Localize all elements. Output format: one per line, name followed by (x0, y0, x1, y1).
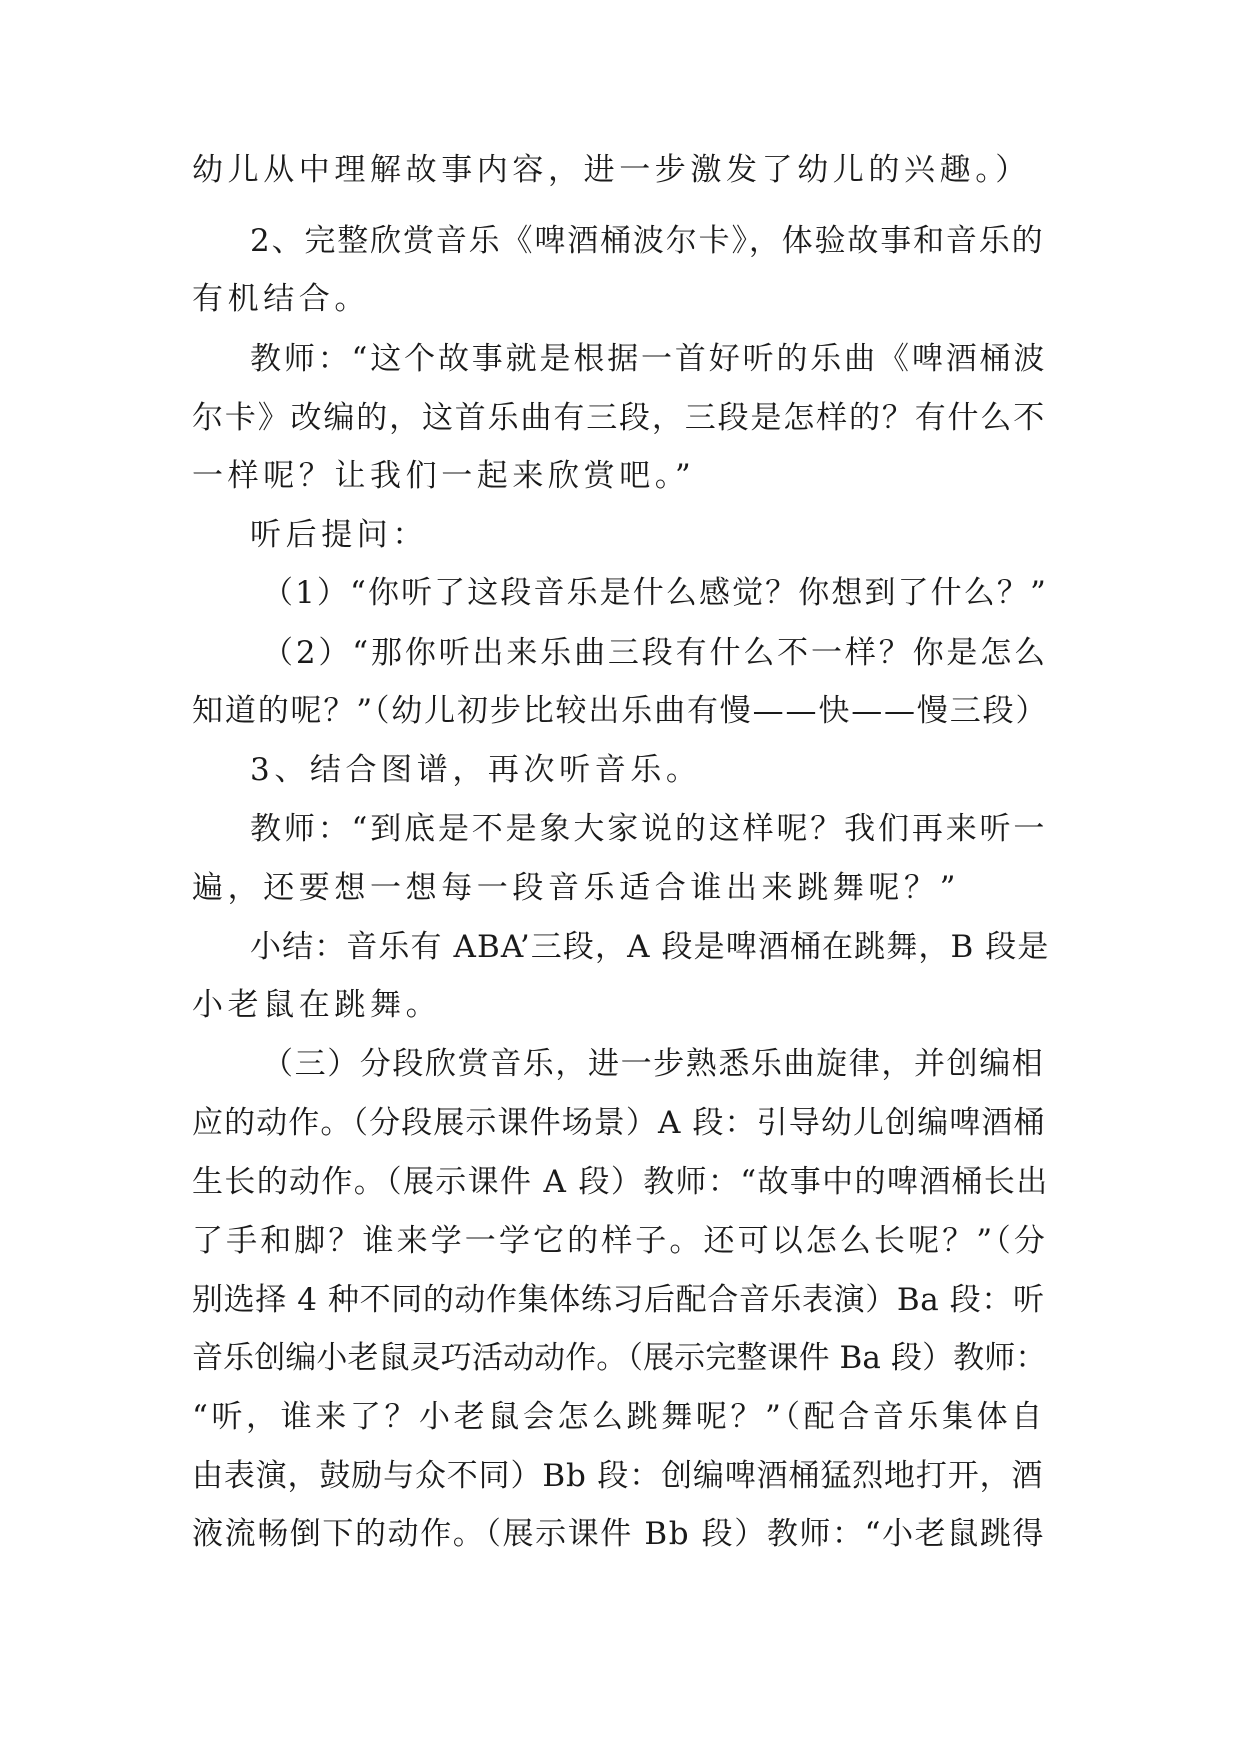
text-line: （三）分段欣赏音乐，进一步熟悉乐曲旋律，并创编相 (262, 1046, 1045, 1082)
text-line: 应的动作。（分段展示课件场景）A 段：引导幼儿创编啤酒桶 (192, 1105, 1046, 1141)
text-line: 幼儿从中理解故事内容，进一步激发了幼儿的兴趣。） (192, 152, 1031, 188)
text-line: 小老鼠在跳舞。 (192, 987, 442, 1023)
text-line: 教师：“到底是不是象大家说的这样呢？我们再来听一 (250, 811, 1048, 847)
text-line: 一样呢？让我们一起来欣赏吧。” (192, 458, 696, 494)
text-line: 有机结合。 (192, 281, 370, 317)
text-line: 尔卡》改编的，这首乐曲有三段，三段是怎样的？有什么不 (192, 400, 1047, 436)
text-line: 液流畅倒下的动作。（展示课件 Bb 段）教师：“小老鼠跳得 (192, 1516, 1046, 1552)
text-line: 别选择 4 种不同的动作集体练习后配合音乐表演）Ba 段：听 (192, 1282, 1045, 1318)
text-line: 由表演，鼓励与众不同）Bb 段：创编啤酒桶猛烈地打开，酒 (192, 1458, 1044, 1494)
text-line: 听后提问： (250, 517, 428, 553)
text-line: 生长的动作。（展示课件 A 段）教师：“故事中的啤酒桶长出 (192, 1164, 1049, 1200)
text-line: （1）“你听了这段音乐是什么感觉？你想到了什么？” (262, 575, 1048, 611)
text-line: 音乐创编小老鼠灵巧活动动作。（展示完整课件 Ba 段）教师： (192, 1340, 1047, 1376)
text-line: 遍，还要想一想每一段音乐适合谁出来跳舞呢？” (192, 870, 961, 906)
text-line: 教师：“这个故事就是根据一首好听的乐曲《啤酒桶波 (250, 341, 1048, 377)
text-line: 小结：音乐有 ABA’三段，A 段是啤酒桶在跳舞，B 段是 (250, 929, 1050, 965)
text-line: 3、结合图谱，再次听音乐。 (250, 752, 702, 788)
text-line: “听，谁来了？小老鼠会怎么跳舞呢？”（配合音乐集体自 (192, 1399, 1046, 1435)
text-line: 了手和脚？谁来学一学它的样子。还可以怎么长呢？”（分 (192, 1223, 1048, 1259)
text-line: （2）“那你听出来乐曲三段有什么不一样？你是怎么 (262, 635, 1048, 671)
text-line: 2、完整欣赏音乐《啤酒桶波尔卡》，体验故事和音乐的 (250, 223, 1045, 259)
text-line: 知道的呢？”（幼儿初步比较出乐曲有慢——快——慢三段） (192, 693, 1049, 729)
